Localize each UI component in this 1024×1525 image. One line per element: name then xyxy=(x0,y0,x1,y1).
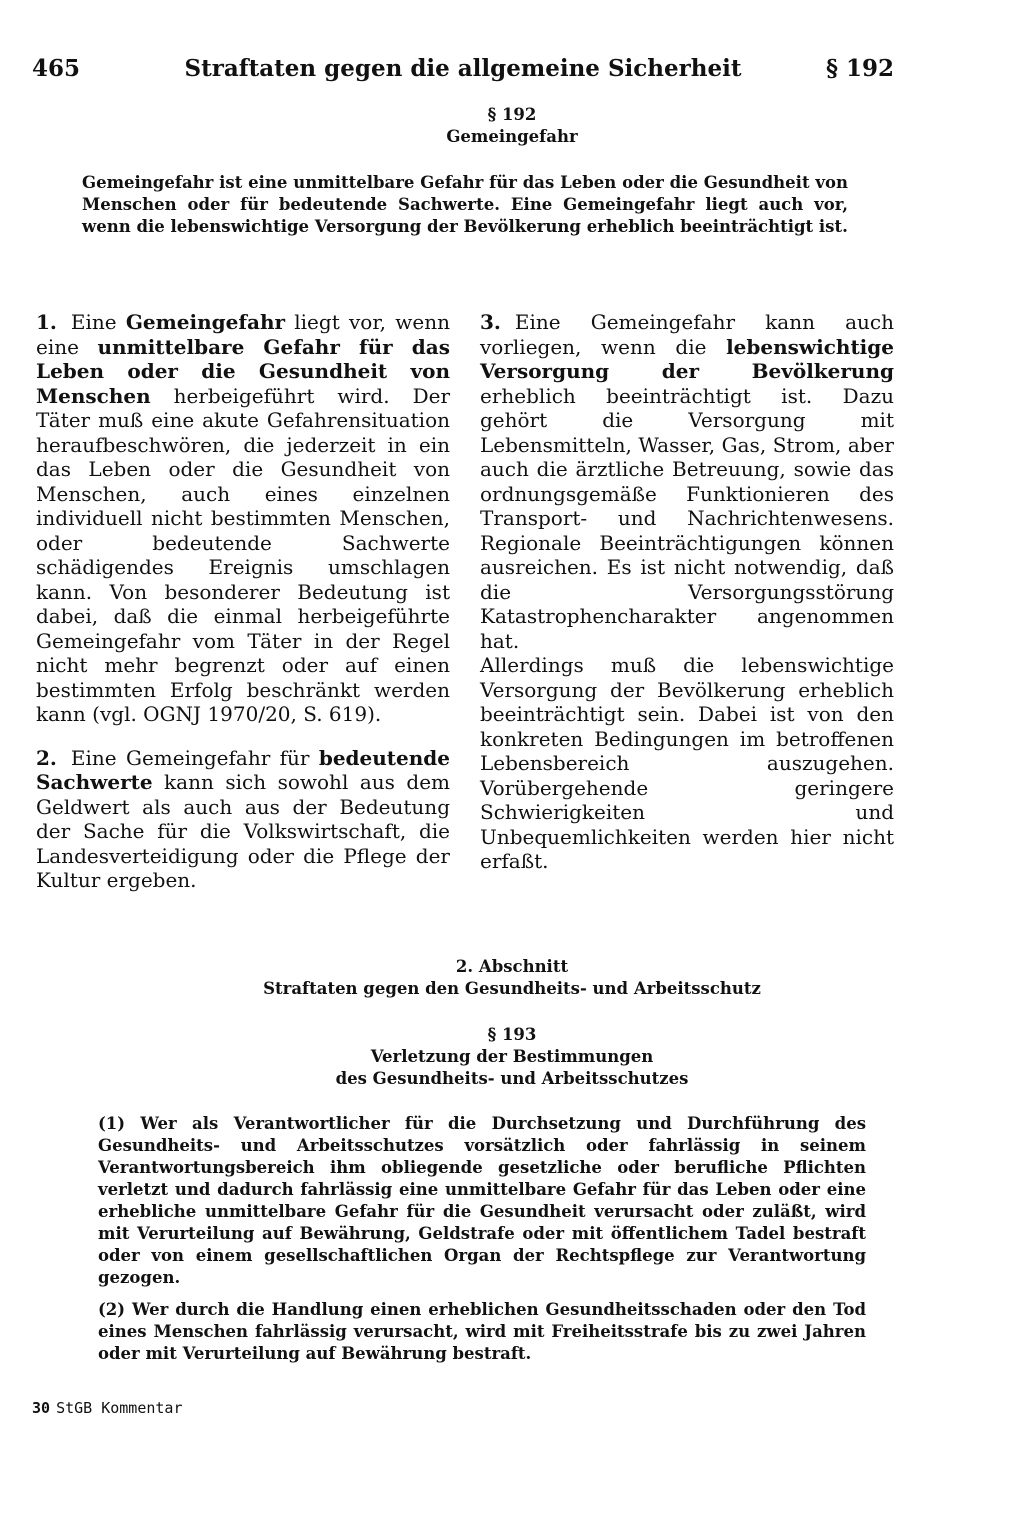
section-192-heading xyxy=(0,104,1024,148)
running-title: Straftaten gegen die allgemeine Sicherheit xyxy=(184,55,742,82)
note-3-continuation: Allerdings muß die lebenswichtige Versorgung der Bevölkerung erheblich beeinträchtigt sein. Dabei ist von den konkreten Bedingungen im betroffenen Lebensbereich auszugehen. Vorübergehende geringere Schwierigkeiten und Unbequemlichkeiten werden hier nicht erfaßt. xyxy=(480,653,894,873)
statute-paragraph-2: (2) Wer durch die Handlung einen erheblichen Gesundheitsschaden oder den Tod eines Menschen fahrlässig verursacht, wird mit Freiheitsstrafe bis zu zwei Jahren oder mit Verurteilung auf Bewährung bestraft. xyxy=(98,1300,866,1363)
running-head xyxy=(32,52,894,86)
page-number: 465 xyxy=(32,55,81,82)
page-footer xyxy=(32,1398,183,1418)
section-193-heading xyxy=(0,1024,1024,1090)
signature-mark: 30 xyxy=(32,1399,51,1417)
commentary-right-column xyxy=(480,310,894,874)
book-title: StGB Kommentar xyxy=(56,1399,183,1417)
section-title-line-2: des Gesundheits- und Arbeitsschutzes xyxy=(335,1069,689,1088)
running-section: § 192 xyxy=(825,55,894,82)
keyword: unmittelbare Gefahr für das Leben oder die Gesundheit von Menschen xyxy=(36,334,450,408)
chapter-title: Straftaten gegen den Gesundheits- und Arbeitsschutz xyxy=(263,979,761,998)
section-number: § 192 xyxy=(487,105,537,124)
statute-192 xyxy=(82,172,848,238)
note-3: 3. Eine Gemeingefahr kann auch vorliegen, wenn die lebenswichtige Versorgung der Bevölkerung erheblich beeinträchtigt ist. Dazu gehört die Versorgung mit Lebensmitteln, Wasser, Gas, Strom, aber auch die ärztliche Betreuung, sowie das ordnungsgemäße Funktionieren des Transport- und Nachrichtenwesens. Regionale Beeinträchtigungen können ausreichen. Es ist nicht notwendig, daß die Versorgungsstörung Katastrophencharakter angenommen hat. xyxy=(480,310,894,653)
note-number: 3. xyxy=(480,310,501,334)
keyword: bedeutende Sachwerte xyxy=(36,745,450,794)
chapter-label: 2. Abschnitt xyxy=(455,957,569,976)
commentary-left-column xyxy=(36,310,450,893)
section-number: § 193 xyxy=(487,1025,537,1044)
keyword: Gemeingefahr xyxy=(125,310,286,334)
chapter-heading xyxy=(0,956,1024,1000)
statute-paragraph-1: (1) Wer als Verantwortlicher für die Durchsetzung und Durchführung des Gesundheits- und Arbeitsschutzes vorsätzlich oder fahrlässig in seinem Verantwortungsbereich ihm obliegende gesetzliche oder berufliche Pflichten verletzt und dadurch fahrlässig eine unmittelbare Gefahr für das Leben oder eine erhebliche unmittelbare Gefahr für die Gesundheit verursacht oder zuläßt, wird mit Verurteilung auf Bewährung, Geldstrafe oder mit öffentlichem Tadel bestraft oder von einem gesellschaftlichen Organ der Rechtspflege zur Verantwortung gezogen. xyxy=(98,1114,866,1287)
note-number: 2. xyxy=(36,745,57,770)
note-number: 1. xyxy=(36,310,57,334)
keyword: lebenswichtige Versorgung der Bevölkerung xyxy=(480,334,894,383)
note-1: 1. Eine Gemeingefahr liegt vor, wenn eine unmittelbare Gefahr für das Leben oder die Gesundheit von Menschen herbeigeführt wird. Der Täter muß eine akute Gefahrensituation heraufbeschwören, die jederzeit in ein das Leben oder die Gesundheit von Menschen, auch eines einzelnen individuell nicht bestimmten Menschen, oder bedeutende Sachwerte schädigendes Ereignis umschlagen kann. Von besonderer Bedeutung ist dabei, daß die einmal herbeigeführte Gemeingefahr vom Täter in der Regel nicht mehr begrenzt oder auf einen bestimmten Erfolg beschränkt werden kann (vgl. OGNJ 1970/20, S. 619). xyxy=(36,310,450,726)
section-title: Gemeingefahr xyxy=(446,127,578,146)
statute-193 xyxy=(98,1113,866,1365)
statute-text: Gemeingefahr ist eine unmittelbare Gefahr für das Leben oder die Gesundheit von Menschen oder für bedeutende Sachwerte. Eine Gemeingefahr liegt auch vor, wenn die lebenswichtige Versorgung der Bevölkerung erheblich beeinträchtigt ist. xyxy=(82,173,848,236)
section-title-line-1: Verletzung der Bestimmungen xyxy=(370,1047,654,1066)
note-2: 2. Eine Gemeingefahr für bedeutende Sachwerte kann sich sowohl aus dem Geldwert als auch aus der Bedeutung der Sache für die Volkswirtschaft, die Landesverteidigung oder die Pflege der Kultur ergeben. xyxy=(36,745,450,892)
